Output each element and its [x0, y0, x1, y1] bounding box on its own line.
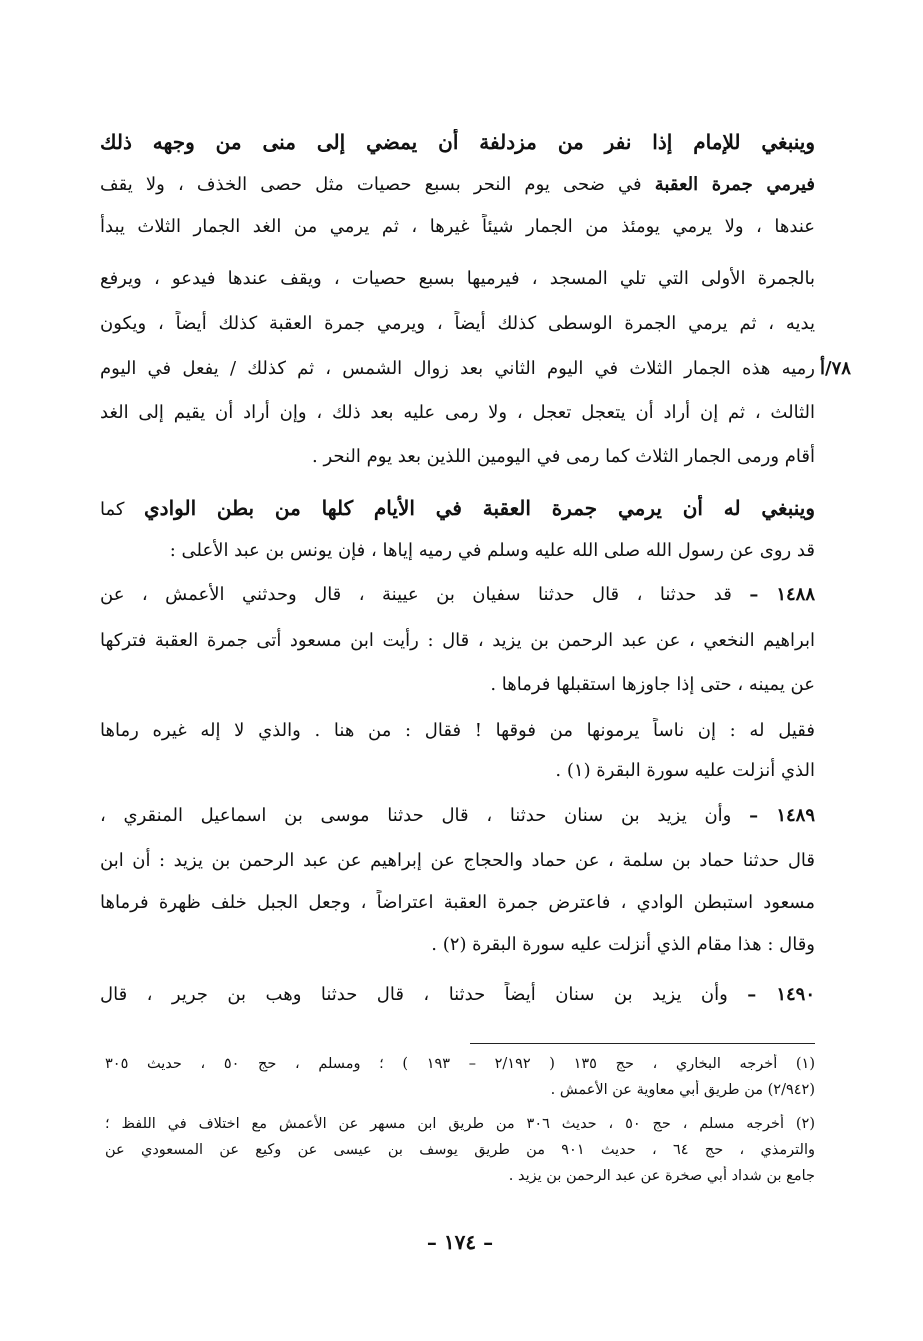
text-line: فقيل له : إن ناساً يرمونها من فوقها ! فقال : من هنا . والذي لا إله غيره رماها — [100, 720, 815, 741]
text-line: بالجمرة الأولى التي تلي المسجد ، فيرميها بسبع حصيات ، ويقف عندها فيدعو ، ويرفع — [100, 268, 815, 289]
text-line: رميه هذه الجمار الثلاث في اليوم الثاني بعد زوال الشمس ، ثم كذلك / يفعل في اليوم — [100, 358, 815, 379]
heading-line — [100, 495, 815, 523]
text-line: قال حدثنا حماد بن سلمة ، عن حماد والحجاج عن إبراهيم عن عبد الرحمن بن يزيد : أن ابن — [100, 850, 815, 871]
hadith-number: ١٤٨٨ – — [749, 584, 815, 605]
footnote-line: (١) أخرجه البخاري ، حج ١٣٥ ( ٢/١٩٢ – ١٩٣ ) ؛ ومسلم ، حج ٥٠ ، حديث ٣٠٥ — [105, 1056, 815, 1072]
text-line — [100, 172, 815, 198]
footnote-line: جامع بن شداد أبي صخرة عن عبد الرحمن بن يزيد . — [508, 1168, 815, 1184]
folio-margin-note: ٧٨/أ — [820, 358, 851, 379]
text-line: أقام ورمى الجمار الثلاث كما رمى في اليومين اللذين بعد يوم النحر . — [312, 446, 815, 467]
text-line: عن يمينه ، حتى إذا جاوزها استقبلها فرماها . — [490, 674, 815, 695]
footnote-line: (٢) أخرجه مسلم ، حج ٥٠ ، حديث ٣٠٦ من طريق ابن مسهر عن الأعمش مع اختلاف في اللفظ ؛ — [105, 1116, 815, 1132]
text-line: عندها ، ولا يرمي يومئذ من الجمار شيئاً غيرها ، ثم يرمي من الغد الجمار الثلاث يبدأ — [100, 216, 815, 237]
bold-phrase: وينبغي له أن يرمي جمرة العقبة في الأيام كلها من بطن الوادي — [144, 496, 815, 520]
text-line: الذي أنزلت عليه سورة البقرة (١) . — [555, 760, 815, 781]
hadith-line — [100, 582, 815, 608]
hadith-line — [100, 803, 815, 829]
text-span: كما — [100, 499, 125, 520]
text-line: قد روى عن رسول الله صلى الله عليه وسلم في رميه إياها ، فإن يونس بن عبد الأعلى : — [169, 540, 815, 561]
footnote-divider — [470, 1043, 815, 1044]
footnote-line: والترمذي ، حج ٦٤ ، حديث ٩٠١ من طريق يوسف بن عيسى عن وكيع عن المسعودي عن — [105, 1142, 815, 1158]
text-span: وأن يزيد بن سنان أيضاً حدثنا ، قال حدثنا وهب بن جرير ، قال — [100, 984, 728, 1005]
text-line: ابراهيم النخعي ، عن عبد الرحمن بن يزيد ، قال : رأيت ابن مسعود أتى جمرة العقبة فتركها — [100, 630, 815, 651]
bold-phrase: فيرمي جمرة العقبة — [654, 174, 815, 195]
page-number: – ١٧٤ – — [426, 1230, 494, 1254]
text-line: وقال : هذا مقام الذي أنزلت عليه سورة البقرة (٢) . — [431, 934, 815, 955]
footnote-line: (٢/٩٤٢) من طريق أبي معاوية عن الأعمش . — [550, 1082, 815, 1098]
text-span: في ضحى يوم النحر بسبع حصيات مثل حصى الخذف ، ولا يقف — [100, 174, 642, 195]
text-line: الثالث ، ثم إن أراد أن يتعجل تعجل ، ولا رمى عليه بعد ذلك ، وإن أراد أن يقيم إلى الغد — [100, 402, 815, 423]
text-line: يديه ، ثم يرمي الجمرة الوسطى كذلك أيضاً ، ويرمي جمرة العقبة كذلك أيضاً ، ويكون — [100, 313, 815, 334]
text-span: قد حدثنا ، قال حدثنا سفيان بن عيينة ، قال وحدثني الأعمش ، عن — [100, 584, 732, 605]
text-line: مسعود استبطن الوادي ، فاعترض جمرة العقبة اعتراضاً ، وجعل الجبل خلف ظهرة فرماها — [100, 892, 815, 913]
hadith-number: ١٤٩٠ – — [747, 984, 815, 1005]
hadith-number: ١٤٨٩ – — [749, 805, 815, 826]
text-span: وأن يزيد بن سنان حدثنا ، قال حدثنا موسى بن اسماعيل المنقري ، — [100, 805, 732, 826]
heading-line: وينبغي للإمام إذا نفر من مزدلفة أن يمضي إلى منى من وجهه ذلك — [100, 130, 815, 154]
hadith-line — [100, 982, 815, 1008]
